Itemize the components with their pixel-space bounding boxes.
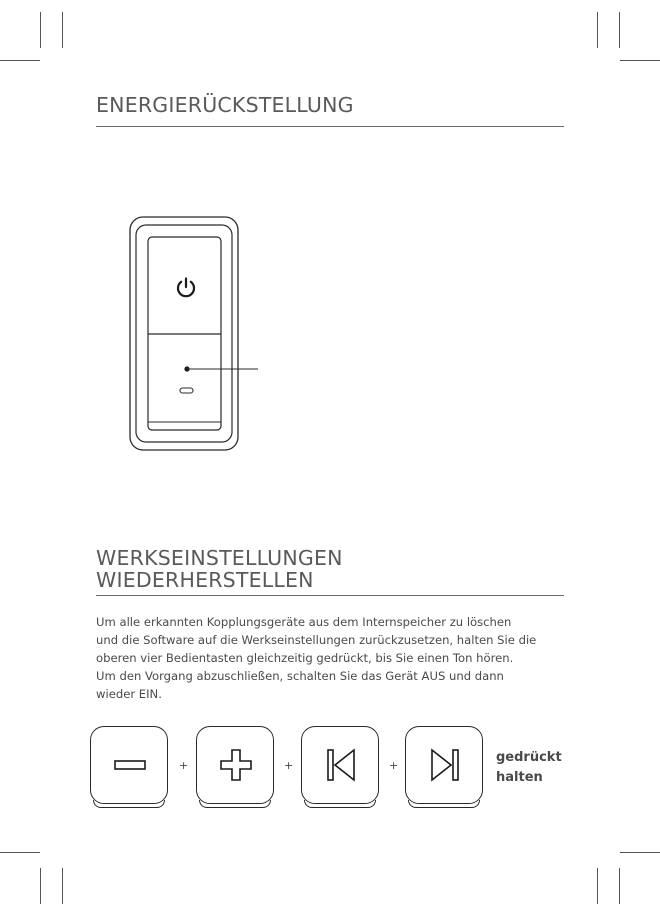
hold-label-line2: halten xyxy=(496,770,543,785)
previous-track-key xyxy=(301,726,379,804)
plus-icon xyxy=(218,747,254,783)
status-led-icon xyxy=(179,387,195,395)
previous-track-icon xyxy=(323,747,359,783)
crop-mark xyxy=(40,868,41,904)
section-title-energy-reset: ENERGIERÜCKSTELLUNG xyxy=(96,93,354,117)
crop-mark xyxy=(619,12,620,48)
hold-instruction xyxy=(496,748,562,788)
minus-icon xyxy=(112,747,148,783)
paragraph-line: und die Software auf die Werkseinstellungen zurückzusetzen, halten Sie die xyxy=(96,633,537,647)
crop-mark xyxy=(62,12,63,48)
crop-mark xyxy=(62,868,63,904)
plus-separator: + xyxy=(179,759,189,772)
section-title-factory-reset-line2: WIEDERHERSTELLEN xyxy=(96,568,314,592)
crop-mark xyxy=(40,12,41,48)
section-rule xyxy=(96,126,564,127)
crop-mark xyxy=(620,60,660,61)
crop-mark xyxy=(597,868,598,904)
paragraph-line: oberen vier Bedientasten gleichzeitig gedrückt, bis Sie einen Ton hören. xyxy=(96,651,514,665)
crop-mark xyxy=(619,868,620,904)
minus-key xyxy=(90,726,168,804)
crop-mark xyxy=(620,852,660,853)
crop-mark xyxy=(0,852,40,853)
plus-separator: + xyxy=(389,759,399,772)
paragraph-line: Um den Vorgang abzuschließen, schalten Sie das Gerät AUS und dann xyxy=(96,669,504,683)
paragraph-line: wieder EIN. xyxy=(96,687,162,701)
next-track-key xyxy=(405,726,483,804)
section-title-factory-reset-line1: WERKSEINSTELLUNGEN xyxy=(96,546,343,570)
plus-key xyxy=(196,726,274,804)
power-icon xyxy=(174,276,198,300)
plus-separator: + xyxy=(284,759,294,772)
instructions-paragraph xyxy=(96,613,576,703)
crop-mark xyxy=(597,12,598,48)
callout-line xyxy=(186,367,266,371)
device-illustration xyxy=(129,216,239,451)
section-rule xyxy=(96,595,564,596)
crop-mark xyxy=(0,60,40,61)
hold-label-line1: gedrückt xyxy=(496,750,562,765)
next-track-icon xyxy=(427,747,463,783)
key-combination xyxy=(86,726,576,810)
paragraph-line: Um alle erkannten Kopplungsgeräte aus dem Internspeicher zu löschen xyxy=(96,615,512,629)
